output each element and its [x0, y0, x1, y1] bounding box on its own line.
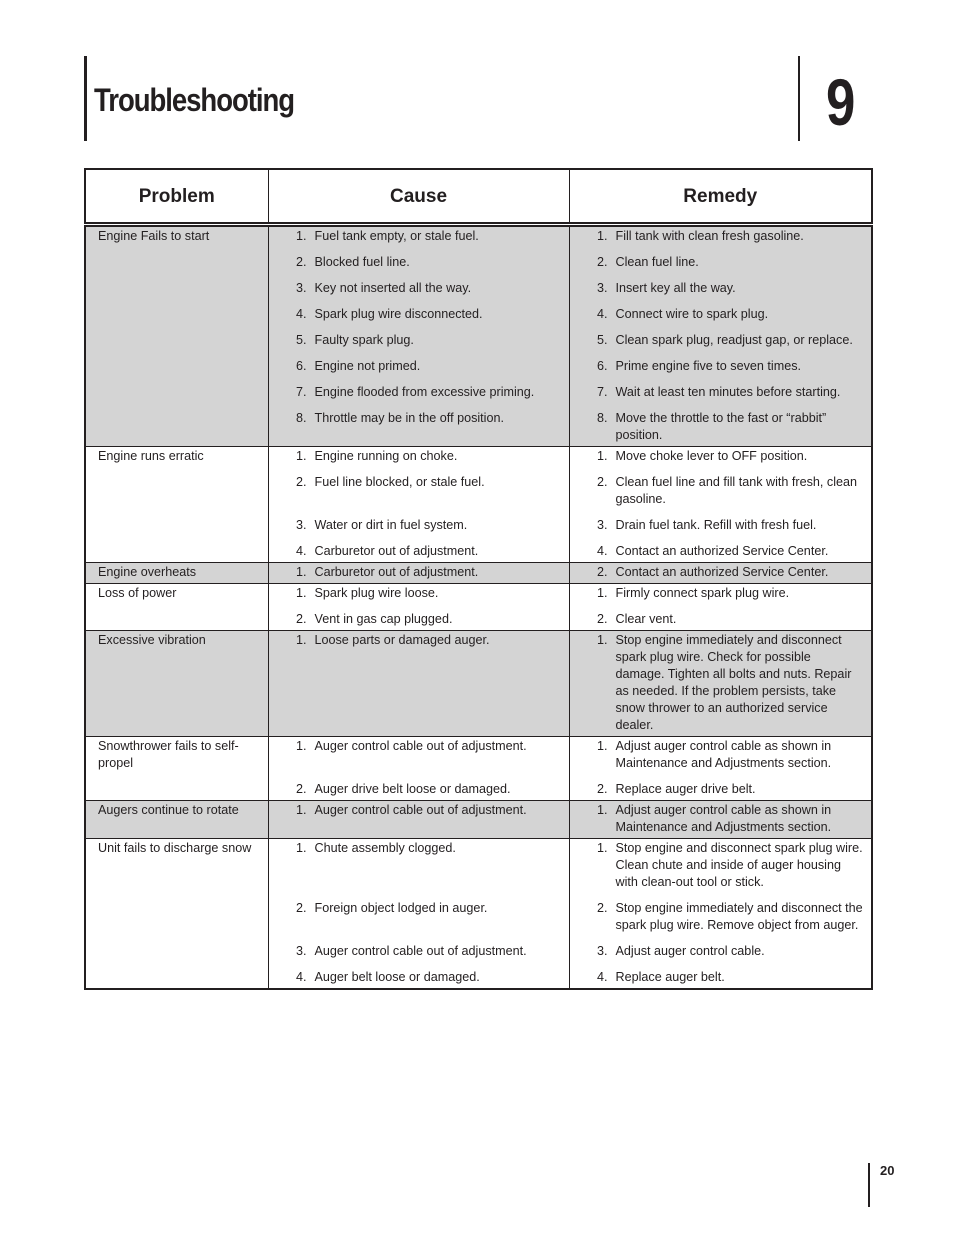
- remedy-cell: [569, 447, 872, 563]
- cause-item-text: Water or dirt in fuel system.: [314, 518, 468, 532]
- remedy-item: [582, 564, 864, 581]
- remedy-item-number: 2.: [596, 255, 608, 269]
- cause-item-text: Faulty spark plug.: [314, 333, 414, 347]
- cause-item: [281, 517, 561, 534]
- cause-item-number: 7.: [295, 385, 307, 399]
- cause-list: [281, 564, 561, 581]
- problem-cell: Excessive vibration: [85, 631, 268, 737]
- cause-item-text: Carburetor out of adjustment.: [314, 565, 479, 579]
- cause-item: [281, 564, 561, 581]
- remedy-item-text: Wait at least ten minutes before starting.: [615, 385, 841, 399]
- chapter-number: 9: [826, 65, 856, 139]
- title-rule: [84, 56, 87, 141]
- cause-cell: [268, 631, 569, 737]
- cause-list: [281, 738, 561, 798]
- remedy-item-number: 2.: [596, 612, 608, 626]
- remedy-item-text: Adjust auger control cable as shown in Maintenance and Adjustments section.: [615, 803, 832, 834]
- cause-item: [281, 358, 561, 375]
- remedy-item-text: Insert key all the way.: [615, 281, 736, 295]
- remedy-item: [582, 254, 864, 271]
- remedy-item-number: 3.: [596, 518, 608, 532]
- remedy-item: [582, 306, 864, 323]
- remedy-item-number: 2.: [596, 475, 608, 489]
- cause-item: [281, 781, 561, 798]
- cause-item-number: 1.: [295, 565, 307, 579]
- remedy-cell: [569, 631, 872, 737]
- cause-item-text: Engine flooded from excessive priming.: [314, 385, 535, 399]
- remedy-item-number: 7.: [596, 385, 608, 399]
- cause-item-number: 6.: [295, 359, 307, 373]
- remedy-item-number: 2.: [596, 565, 608, 579]
- remedy-item-text: Drain fuel tank. Refill with fresh fuel.: [615, 518, 817, 532]
- cause-item: [281, 306, 561, 323]
- remedy-item: [582, 781, 864, 798]
- remedy-item-text: Clean spark plug, readjust gap, or replace.: [615, 333, 853, 347]
- remedy-list: [582, 840, 864, 986]
- remedy-item: [582, 611, 864, 628]
- remedy-cell: [569, 839, 872, 990]
- cause-cell: [268, 839, 569, 990]
- remedy-list: [582, 585, 864, 628]
- cause-cell: [268, 801, 569, 839]
- page-number-rule: [868, 1163, 870, 1207]
- remedy-cell: [569, 225, 872, 447]
- remedy-item-number: 8.: [596, 411, 608, 425]
- problem-cell: Engine runs erratic: [85, 447, 268, 563]
- problem-cell: Loss of power: [85, 584, 268, 631]
- cause-item-number: 4.: [295, 307, 307, 321]
- remedy-item: [582, 228, 864, 245]
- remedy-item-text: Replace auger belt.: [615, 970, 725, 984]
- remedy-item-number: 4.: [596, 544, 608, 558]
- table-row: [85, 584, 872, 631]
- cause-item: [281, 474, 561, 508]
- page-title: Troubleshooting: [94, 82, 295, 118]
- cause-item-number: 8.: [295, 411, 307, 425]
- remedy-item-text: Move choke lever to OFF position.: [615, 449, 808, 463]
- cause-item-number: 5.: [295, 333, 307, 347]
- table-row: [85, 631, 872, 737]
- problem-cell: Engine Fails to start: [85, 225, 268, 447]
- cause-item-text: Carburetor out of adjustment.: [314, 544, 479, 558]
- cause-item-text: Engine not primed.: [314, 359, 421, 373]
- cause-list: [281, 228, 561, 444]
- cause-item-number: 3.: [295, 944, 307, 958]
- cause-item-text: Auger belt loose or damaged.: [314, 970, 480, 984]
- remedy-item-text: Stop engine immediately and disconnect spark plug wire. Check for possible damage. Tighten all bolts and nuts. Repair as needed. If the problem persists, take snow thrower to an authorized service dealer.: [615, 633, 852, 732]
- remedy-item: [582, 738, 864, 772]
- remedy-item-number: 3.: [596, 944, 608, 958]
- remedy-cell: [569, 563, 872, 584]
- cause-item-number: 2.: [295, 612, 307, 626]
- cause-item: [281, 448, 561, 465]
- header-problem: Problem: [85, 169, 268, 225]
- remedy-list: [582, 632, 864, 734]
- table-row: [85, 801, 872, 839]
- remedy-item: [582, 448, 864, 465]
- page-number: 20: [880, 1163, 895, 1178]
- cause-item: [281, 410, 561, 444]
- table-row: [85, 737, 872, 801]
- remedy-item: [582, 474, 864, 508]
- cause-item: [281, 840, 561, 891]
- remedy-item-text: Adjust auger control cable.: [615, 944, 765, 958]
- remedy-item: [582, 358, 864, 375]
- remedy-item: [582, 332, 864, 349]
- remedy-item-text: Stop engine immediately and disconnect the spark plug wire. Remove object from auger.: [615, 901, 863, 932]
- cause-list: [281, 802, 561, 836]
- remedy-item-number: 5.: [596, 333, 608, 347]
- remedy-item-number: 3.: [596, 281, 608, 295]
- remedy-item-text: Clean fuel line and fill tank with fresh, clean gasoline.: [615, 475, 858, 506]
- remedy-list: [582, 564, 864, 581]
- cause-item: [281, 585, 561, 602]
- problem-cell: Augers continue to rotate: [85, 801, 268, 839]
- cause-item: [281, 802, 561, 836]
- cause-item: [281, 611, 561, 628]
- header-cause: Cause: [268, 169, 569, 225]
- remedy-item: [582, 840, 864, 891]
- remedy-item-text: Prime engine five to seven times.: [615, 359, 801, 373]
- remedy-item: [582, 585, 864, 602]
- remedy-item-text: Firmly connect spark plug wire.: [615, 586, 790, 600]
- cause-item: [281, 969, 561, 986]
- remedy-item-number: 4.: [596, 307, 608, 321]
- remedy-item: [582, 943, 864, 960]
- cause-item: [281, 900, 561, 934]
- table-row: [85, 839, 872, 990]
- cause-item-text: Auger control cable out of adjustment.: [314, 739, 527, 753]
- cause-cell: [268, 584, 569, 631]
- remedy-list: [582, 228, 864, 444]
- remedy-item: [582, 900, 864, 934]
- cause-item: [281, 280, 561, 297]
- remedy-item: [582, 517, 864, 534]
- remedy-list: [582, 448, 864, 560]
- cause-item-text: Throttle may be in the off position.: [314, 411, 504, 425]
- cause-item-text: Vent in gas cap plugged.: [314, 612, 453, 626]
- cause-list: [281, 448, 561, 560]
- cause-item-number: 2.: [295, 782, 307, 796]
- cause-list: [281, 632, 561, 734]
- cause-item: [281, 332, 561, 349]
- cause-item: [281, 228, 561, 245]
- remedy-item-number: 1.: [596, 841, 608, 855]
- remedy-item-text: Replace auger drive belt.: [615, 782, 756, 796]
- remedy-item-number: 1.: [596, 229, 608, 243]
- cause-item-number: 1.: [295, 803, 307, 817]
- remedy-item-text: Clean fuel line.: [615, 255, 699, 269]
- remedy-item-number: 6.: [596, 359, 608, 373]
- cause-cell: [268, 737, 569, 801]
- remedy-item: [582, 384, 864, 401]
- cause-item-number: 3.: [295, 281, 307, 295]
- cause-item: [281, 254, 561, 271]
- cause-item-text: Fuel line blocked, or stale fuel.: [314, 475, 485, 489]
- remedy-item-number: 1.: [596, 739, 608, 753]
- cause-item-text: Spark plug wire loose.: [314, 586, 439, 600]
- table-header-row: [85, 169, 872, 225]
- remedy-item-number: 1.: [596, 803, 608, 817]
- cause-item-number: 1.: [295, 229, 307, 243]
- cause-item-text: Engine running on choke.: [314, 449, 458, 463]
- header-remedy: Remedy: [569, 169, 872, 225]
- remedy-item: [582, 969, 864, 986]
- remedy-list: [582, 738, 864, 798]
- remedy-item-number: 1.: [596, 449, 608, 463]
- cause-item-text: Auger control cable out of adjustment.: [314, 803, 527, 817]
- table-row: [85, 447, 872, 563]
- cause-item-number: 1.: [295, 449, 307, 463]
- remedy-item-number: 4.: [596, 970, 608, 984]
- cause-item-text: Spark plug wire disconnected.: [314, 307, 483, 321]
- remedy-cell: [569, 737, 872, 801]
- cause-item-number: 1.: [295, 739, 307, 753]
- remedy-list: [582, 802, 864, 836]
- problem-cell: Unit fails to discharge snow: [85, 839, 268, 990]
- table-row: [85, 563, 872, 584]
- cause-cell: [268, 563, 569, 584]
- remedy-item: [582, 543, 864, 560]
- cause-item-number: 3.: [295, 518, 307, 532]
- cause-item: [281, 632, 561, 734]
- remedy-cell: [569, 584, 872, 631]
- cause-item-text: Loose parts or damaged auger.: [314, 633, 490, 647]
- cause-list: [281, 840, 561, 986]
- problem-cell: Snowthrower fails to self-propel: [85, 737, 268, 801]
- remedy-item-text: Connect wire to spark plug.: [615, 307, 769, 321]
- problem-cell: Engine overheats: [85, 563, 268, 584]
- cause-item-text: Chute assembly clogged.: [314, 841, 456, 855]
- remedy-item-text: Adjust auger control cable as shown in Maintenance and Adjustments section.: [615, 739, 832, 770]
- cause-item-text: Blocked fuel line.: [314, 255, 410, 269]
- remedy-item-text: Fill tank with clean fresh gasoline.: [615, 229, 804, 243]
- remedy-item-text: Contact an authorized Service Center.: [615, 565, 829, 579]
- remedy-item-number: 2.: [596, 901, 608, 915]
- cause-item-text: Foreign object lodged in auger.: [314, 901, 488, 915]
- cause-item-number: 1.: [295, 633, 307, 647]
- cause-cell: [268, 225, 569, 447]
- remedy-item-number: 1.: [596, 586, 608, 600]
- cause-cell: [268, 447, 569, 563]
- cause-item-text: Key not inserted all the way.: [314, 281, 472, 295]
- cause-item-number: 2.: [295, 901, 307, 915]
- cause-item: [281, 738, 561, 772]
- cause-item-number: 2.: [295, 475, 307, 489]
- remedy-item: [582, 410, 864, 444]
- remedy-item: [582, 802, 864, 836]
- cause-item: [281, 384, 561, 401]
- cause-item-number: 4.: [295, 970, 307, 984]
- cause-item-number: 1.: [295, 841, 307, 855]
- cause-item-number: 1.: [295, 586, 307, 600]
- remedy-item-number: 1.: [596, 633, 608, 647]
- remedy-item-text: Clear vent.: [615, 612, 677, 626]
- remedy-item: [582, 280, 864, 297]
- cause-item-number: 4.: [295, 544, 307, 558]
- remedy-item-text: Stop engine and disconnect spark plug wire. Clean chute and inside of auger housing with clean-out tool or stick.: [615, 841, 863, 889]
- remedy-cell: [569, 801, 872, 839]
- remedy-item-number: 2.: [596, 782, 608, 796]
- cause-item: [281, 543, 561, 560]
- cause-item-number: 2.: [295, 255, 307, 269]
- table-row: [85, 225, 872, 447]
- cause-item-text: Auger control cable out of adjustment.: [314, 944, 527, 958]
- troubleshooting-table: [84, 168, 873, 990]
- cause-item-text: Auger drive belt loose or damaged.: [314, 782, 511, 796]
- remedy-item-text: Contact an authorized Service Center.: [615, 544, 829, 558]
- table-body: [85, 225, 872, 990]
- cause-item-text: Fuel tank empty, or stale fuel.: [314, 229, 479, 243]
- remedy-item-text: Move the throttle to the fast or “rabbit” position.: [615, 411, 827, 442]
- remedy-item: [582, 632, 864, 734]
- cause-item: [281, 943, 561, 960]
- chapter-rule: [798, 56, 800, 141]
- cause-list: [281, 585, 561, 628]
